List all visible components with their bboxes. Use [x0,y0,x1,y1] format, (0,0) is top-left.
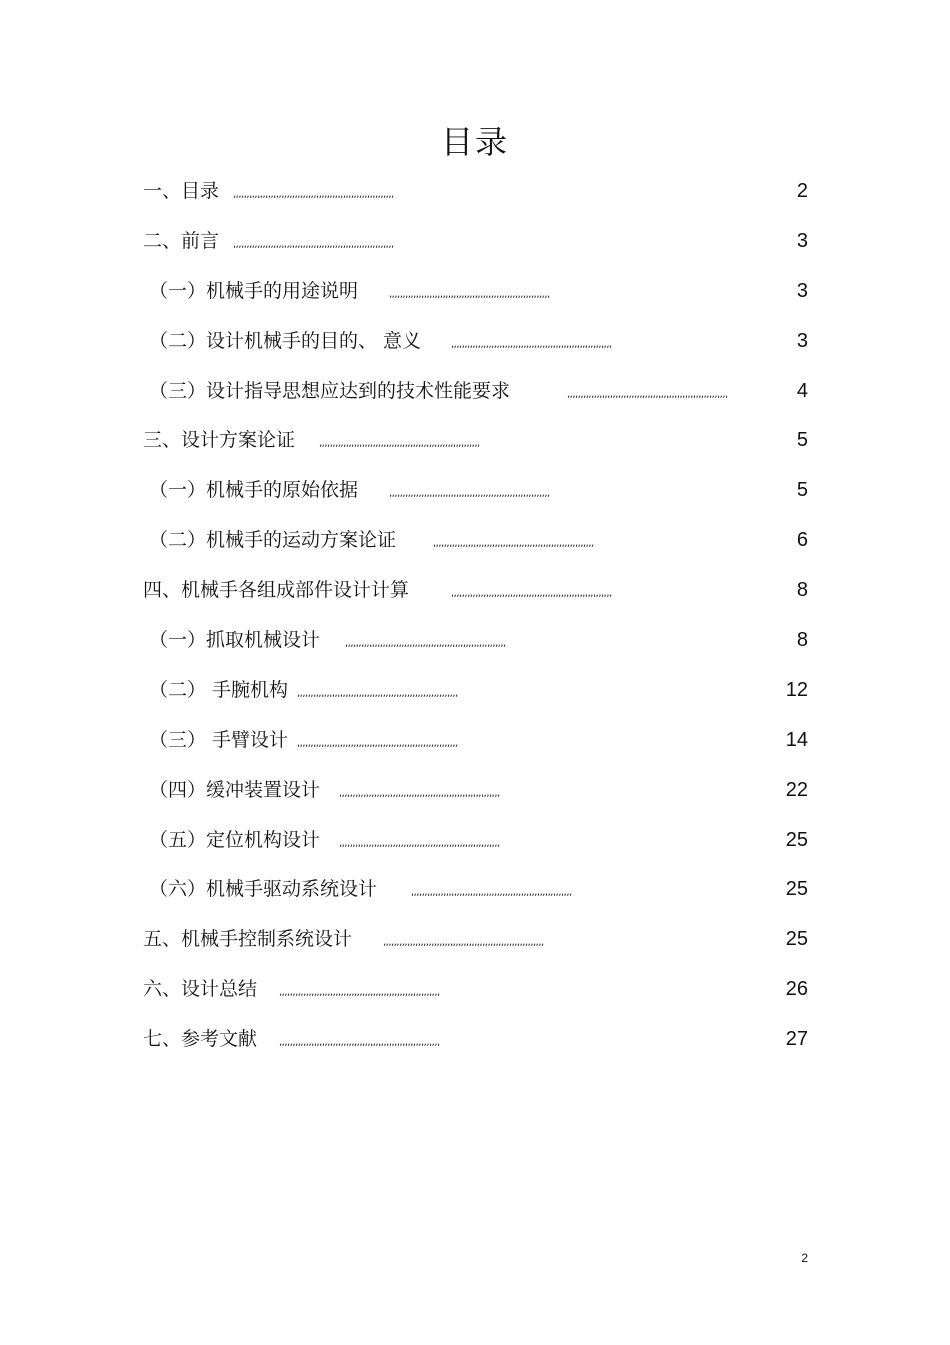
toc-dot-leader: ,,,,,,,,,,,,,,,,,,,,,,,,,,,,,,,,,,,,,,,,,,,,,,,,,,,,,,,,,,,, [451,588,612,600]
toc-entry[interactable] [143,666,808,716]
toc-entry[interactable] [143,416,808,466]
toc-page-number: 25 [785,878,808,901]
toc-dot-leader: ,,,,,,,,,,,,,,,,,,,,,,,,,,,,,,,,,,,,,,,,,,,,,,,,,,,,,,,,,,,, [339,787,500,799]
page-title: 目录 [440,123,509,161]
toc-dot-leader: ,,,,,,,,,,,,,,,,,,,,,,,,,,,,,,,,,,,,,,,,,,,,,,,,,,,,,,,,,,,, [451,338,612,350]
toc-dot-leader: ,,,,,,,,,,,,,,,,,,,,,,,,,,,,,,,,,,,,,,,,,,,,,,,,,,,,,,,,,,,, [411,887,572,899]
toc-dot-leader: ,,,,,,,,,,,,,,,,,,,,,,,,,,,,,,,,,,,,,,,,,,,,,,,,,,,,,,,,,,,, [279,1037,440,1049]
toc-entry-label: 五、机械手控制系统设计 [143,928,353,951]
toc-entry-label: 三、设计方案论证 [143,429,296,452]
toc-entry-label: 六、设计总结 [143,978,258,1001]
toc-entry[interactable] [143,965,808,1015]
toc-dot-leader: ,,,,,,,,,,,,,,,,,,,,,,,,,,,,,,,,,,,,,,,,,,,,,,,,,,,,,,,,,,,, [567,388,728,400]
table-of-contents [143,167,808,1065]
toc-entry-label: （三） 手臂设计 [149,728,289,751]
toc-dot-leader: ,,,,,,,,,,,,,,,,,,,,,,,,,,,,,,,,,,,,,,,,,,,,,,,,,,,,,,,,,,,, [433,538,594,550]
toc-entry[interactable] [143,915,808,965]
toc-entry[interactable] [143,865,808,915]
toc-entry-label: 二、前言 [143,229,220,252]
toc-dot-leader: ,,,,,,,,,,,,,,,,,,,,,,,,,,,,,,,,,,,,,,,,,,,,,,,,,,,,,,,,,,,, [233,189,394,200]
toc-entry-label: （二） 手腕机构 [149,678,289,701]
toc-page-number: 8 [796,629,808,652]
toc-entry[interactable] [143,516,808,566]
toc-dot-leader: ,,,,,,,,,,,,,,,,,,,,,,,,,,,,,,,,,,,,,,,,,,,,,,,,,,,,,,,,,,,, [339,837,500,849]
toc-entry[interactable] [143,566,808,616]
toc-entry-label: （二）机械手的运动方案论证 [149,529,397,552]
toc-page-number: 5 [796,479,808,502]
toc-page-number: 3 [796,229,808,252]
toc-page-number: 14 [785,728,808,751]
toc-page-number: 25 [785,828,808,851]
toc-dot-leader: ,,,,,,,,,,,,,,,,,,,,,,,,,,,,,,,,,,,,,,,,,,,,,,,,,,,,,,,,,,,, [297,737,458,749]
toc-entry-label: （一）机械手的原始依据 [149,479,359,502]
toc-dot-leader: ,,,,,,,,,,,,,,,,,,,,,,,,,,,,,,,,,,,,,,,,,,,,,,,,,,,,,,,,,,,, [383,937,544,949]
toc-dot-leader: ,,,,,,,,,,,,,,,,,,,,,,,,,,,,,,,,,,,,,,,,,,,,,,,,,,,,,,,,,,,, [389,488,550,500]
page-number: 2 [801,1251,808,1265]
toc-entry-label: （一）机械手的用途说明 [149,279,359,302]
toc-dot-leader: ,,,,,,,,,,,,,,,,,,,,,,,,,,,,,,,,,,,,,,,,,,,,,,,,,,,,,,,,,,,, [389,288,550,300]
toc-entry[interactable] [143,1015,808,1065]
toc-page-number: 27 [785,1028,808,1051]
toc-page-number: 5 [796,429,808,452]
toc-page-number: 12 [785,678,808,701]
toc-page-number: 4 [796,379,808,402]
toc-dot-leader: ,,,,,,,,,,,,,,,,,,,,,,,,,,,,,,,,,,,,,,,,,,,,,,,,,,,,,,,,,,,, [297,687,458,699]
toc-page-number: 25 [785,928,808,951]
toc-entry[interactable] [143,766,808,816]
toc-dot-leader: ,,,,,,,,,,,,,,,,,,,,,,,,,,,,,,,,,,,,,,,,,,,,,,,,,,,,,,,,,,,, [279,987,440,999]
toc-entry[interactable] [143,317,808,367]
toc-entry-label: （三）设计指导思想应达到的技术性能要求 [149,379,511,402]
toc-page-number: 2 [796,180,808,202]
toc-entry[interactable] [143,616,808,666]
toc-entry[interactable] [143,716,808,766]
toc-entry[interactable] [143,816,808,866]
toc-entry-label: （一）抓取机械设计 [149,629,321,652]
toc-dot-leader: ,,,,,,,,,,,,,,,,,,,,,,,,,,,,,,,,,,,,,,,,,,,,,,,,,,,,,,,,,,,, [233,238,394,250]
toc-entry-label: （四）缓冲装置设计 [149,778,321,801]
toc-entry-label: 七、参考文献 [143,1028,258,1051]
toc-dot-leader: ,,,,,,,,,,,,,,,,,,,,,,,,,,,,,,,,,,,,,,,,,,,,,,,,,,,,,,,,,,,, [319,438,480,450]
toc-page-number: 3 [796,329,808,352]
toc-entry[interactable] [143,167,808,217]
toc-entry-label: 四、机械手各组成部件设计计算 [143,579,410,602]
toc-entry-label: （六）机械手驱动系统设计 [149,878,378,901]
toc-entry[interactable] [143,367,808,417]
toc-entry-label: （二）设计机械手的目的、 意义 [149,329,422,352]
toc-page-number: 6 [796,529,808,552]
toc-page-number: 22 [785,778,808,801]
toc-entry[interactable] [143,466,808,516]
toc-page-number: 26 [785,978,808,1001]
toc-dot-leader: ,,,,,,,,,,,,,,,,,,,,,,,,,,,,,,,,,,,,,,,,,,,,,,,,,,,,,,,,,,,, [345,638,506,650]
toc-entry[interactable] [143,267,808,317]
toc-entry-label: 一、目录 [143,180,220,202]
toc-page-number: 8 [796,579,808,602]
toc-page-number: 3 [796,279,808,302]
toc-entry-label: （五）定位机构设计 [149,828,321,851]
toc-entry[interactable] [143,217,808,267]
